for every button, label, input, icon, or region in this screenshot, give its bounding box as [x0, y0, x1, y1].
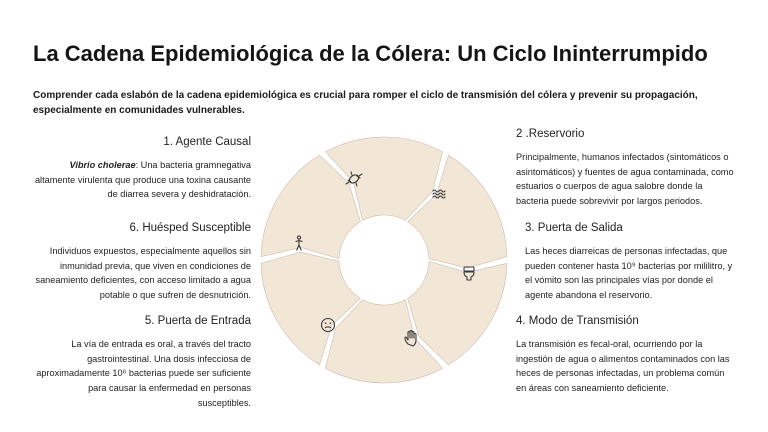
cycle-diagram: [255, 131, 513, 389]
entry-text: La vía de entrada es oral, a través del tracto gastrointestinal. Una dosis infecciosa de aproximadamente 10⁶ bacterias puede ser suficiente para causar la enfermedad en personas susceptibles.: [36, 339, 251, 408]
exit-heading: 3. Puerta de Salida: [525, 222, 623, 234]
agent-causal-heading: 1. Agente Causal: [163, 136, 251, 148]
agent-causal-description: : Una bacteria gramnegativa altamente virulenta que produce una toxina causante de diarrea severa y deshidratación.: [34, 160, 251, 200]
host-heading: 6. Huésped Susceptible: [129, 222, 251, 234]
host-block: [33, 221, 251, 303]
exit-text: Las heces diarreicas de personas infectadas, que pueden contener hasta 10⁹ bacterias por mililitro, y el vómito son las principales vías por donde el agente abandona el reservorio.: [525, 246, 733, 301]
reservoir-text: Principalmente, humanos infectados (sintomáticos o asintomáticos) y fuentes de agua contaminada, como estuarios o cuerpos de agua salobre donde la bacteria puede sobrevivir por largos periodos.: [516, 152, 734, 207]
reservoir-heading: 2 .Reservorio: [516, 128, 585, 140]
agent-causal-species: Vibrio cholerae: [69, 160, 136, 170]
transmission-text: La transmisión es fecal-oral, ocurriendo por la ingestión de agua o alimentos contaminados con las heces de personas infectadas, un problema común en áreas con saneamiento deficiente.: [516, 339, 730, 394]
transmission-heading: 4. Modo de Transmisión: [516, 315, 639, 327]
exit-block: [525, 221, 737, 303]
transmission-block: [516, 314, 736, 396]
agent-causal-text: [33, 158, 251, 202]
entry-heading: 5. Puerta de Entrada: [144, 315, 251, 327]
host-text: Individuos expuestos, especialmente aquellos sin inmunidad previa, que viven en condiciones de saneamiento deficientes, con acceso limitado a agua potable o que sufren de desnutrición.: [35, 246, 251, 301]
entry-block: [33, 314, 251, 411]
reservoir-block: [516, 127, 736, 209]
agent-causal-block: [33, 135, 251, 202]
page-subtitle: Comprender cada eslabón de la cadena epidemiológica es crucial para romper el ciclo de transmisión del cólera y prevenir su propagación, especialmente en comunidades vulnerables.: [33, 90, 698, 116]
page-title: La Cadena Epidemiológica de la Cólera: Un Ciclo Ininterrumpido: [33, 41, 708, 66]
